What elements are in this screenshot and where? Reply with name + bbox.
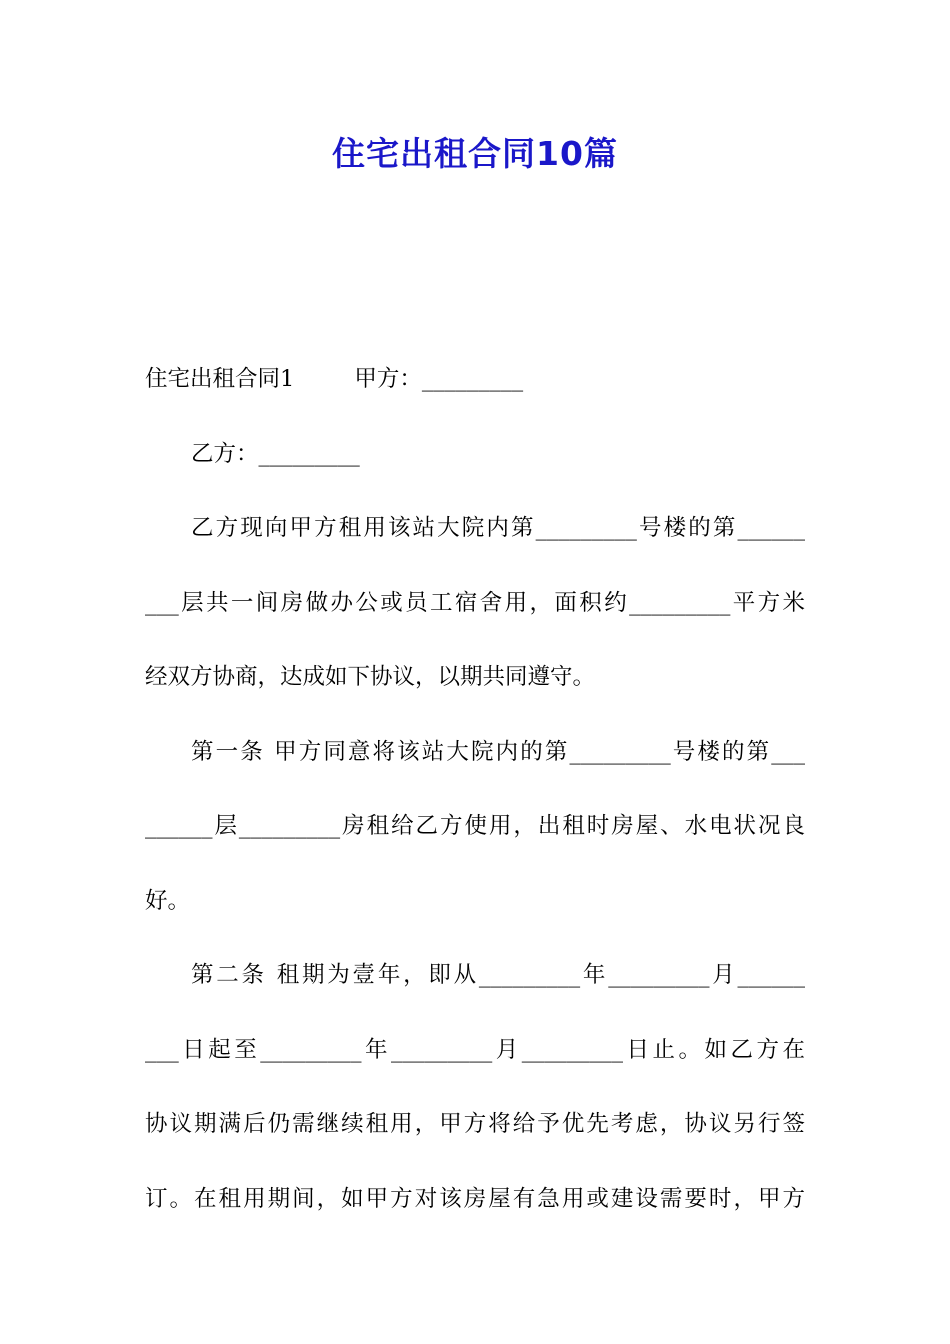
paragraph-line: 好。 — [145, 887, 191, 914]
party-b-line: 乙方：_________ — [191, 440, 360, 467]
paragraph-line: 经双方协商，达成如下协议，以期共同遵守。 — [145, 664, 596, 690]
document-body — [145, 342, 805, 1236]
paragraph-line: ___层共一间房做办公或员工宿舍用，面积约_________平方米 — [145, 589, 805, 616]
article-1-line: 第一条 甲方同意将该站大院内的第_________号楼的第___ — [191, 738, 805, 765]
paragraph-line: ______层_________房租给乙方使用，出租时房屋、水电状况良 — [145, 813, 805, 839]
party-a-field: 甲方：_________ — [354, 366, 524, 392]
paragraph-line: 协议期满后仍需继续租用，甲方将给予优先考虑，协议另行签 — [145, 1111, 805, 1137]
paragraph-line: 订。在租用期间，如甲方对该房屋有急用或建设需要时，甲方 — [145, 1185, 805, 1212]
paragraph-line: 乙方现向甲方租用该站大院内第_________号楼的第______ — [191, 515, 805, 541]
contract-number: 住宅出租合同1 — [145, 366, 295, 392]
article-2-line: 第二条 租期为壹年，即从_________年_________月______ — [191, 962, 805, 988]
paragraph-line: ___日起至_________年_________月_________日止。如乙方在 — [145, 1036, 805, 1063]
contract-heading-line — [145, 342, 805, 417]
document-title: 住宅出租合同10篇 — [332, 134, 618, 173]
